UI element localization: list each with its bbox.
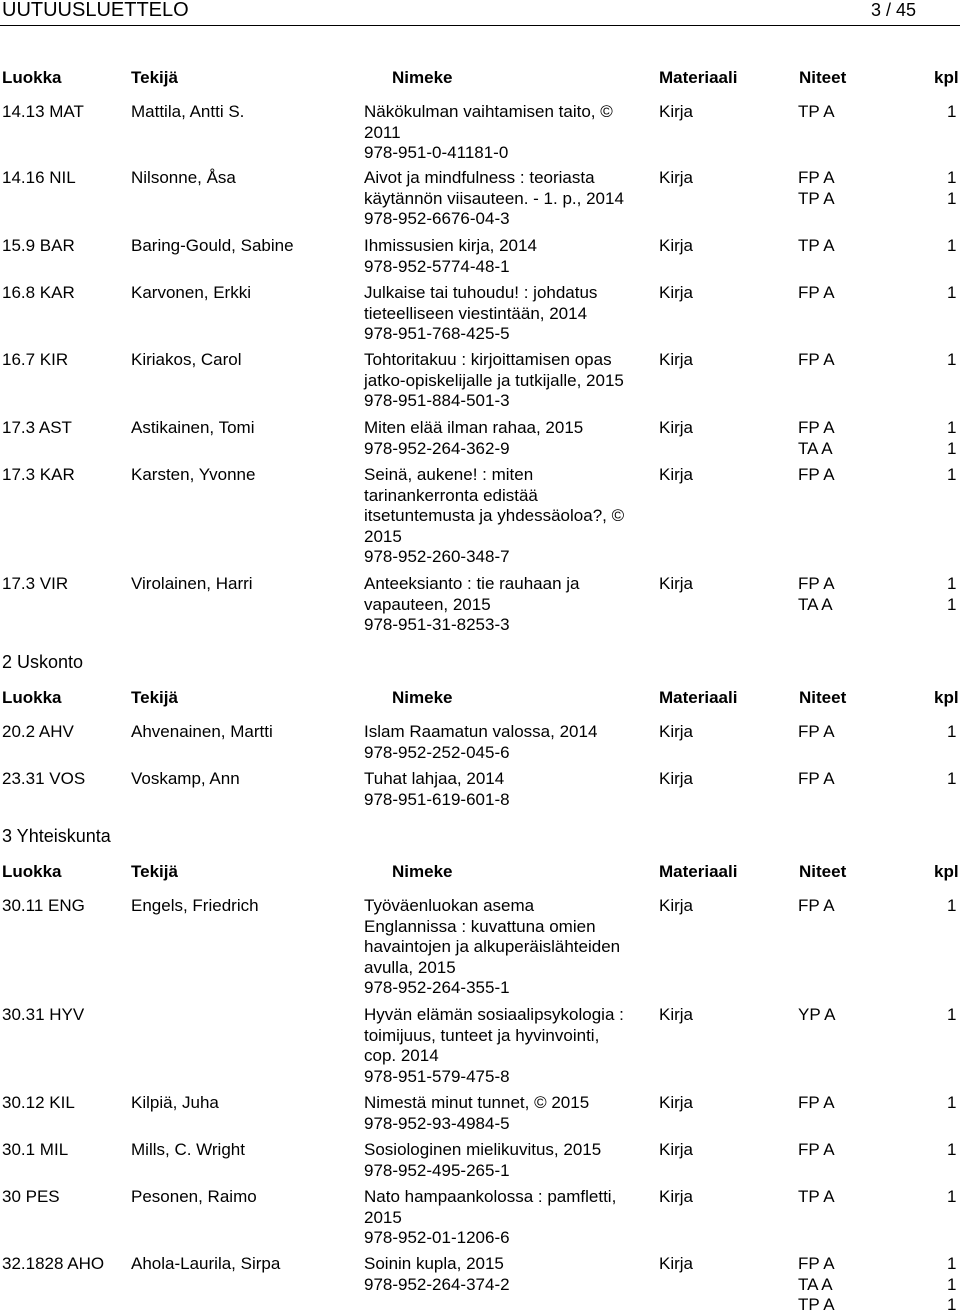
material: Kirja: [659, 168, 694, 187]
title-line: havaintojen ja alkuperäislähteiden: [364, 937, 621, 956]
count-value: 1: [947, 594, 957, 614]
copies-location: [798, 769, 835, 790]
copy-count: [947, 1005, 956, 1026]
author: Ahola-Laurila, Sirpa: [131, 1254, 281, 1273]
author: Karsten, Yvonne: [131, 465, 256, 484]
count-value: 1: [947, 1295, 957, 1314]
column-header-materiaali: Materiaali: [659, 688, 738, 707]
title-line: Aivot ja mindfulness : teoriasta: [364, 168, 595, 187]
location-code: TP A: [798, 236, 835, 255]
call-number: 30.11 ENG: [2, 896, 85, 915]
document-title: UUTUUSLUETTELO: [2, 0, 189, 21]
column-header-kpl: kpl: [934, 688, 959, 707]
title-line: 978-951-0-41181-0: [364, 143, 509, 162]
copies-location: [798, 574, 835, 615]
title-cell: [364, 896, 654, 999]
title-line: 978-951-579-475-8: [364, 1066, 510, 1086]
material: Kirja: [659, 769, 694, 788]
copy-count: [947, 1093, 956, 1114]
location-code: FP A: [798, 350, 835, 369]
author: Kiriakos, Carol: [131, 350, 242, 369]
call-number: 20.2 AHV: [2, 722, 74, 741]
title-line: Työväenluokan asema: [364, 896, 535, 915]
title-line: Sosiologinen mielikuvitus, 2015: [364, 1140, 602, 1159]
title-line: Nato hampaankolossa : pamfletti,: [364, 1187, 617, 1206]
copy-count: [947, 236, 956, 257]
title-line: 2015: [364, 526, 402, 546]
title-line: 2011: [364, 122, 401, 142]
title-line: Anteeksianto : tie rauhaan ja: [364, 574, 580, 593]
count-value: 1: [947, 168, 957, 187]
count-value: 1: [947, 236, 957, 255]
material: Kirja: [659, 350, 694, 369]
title-cell: [364, 236, 654, 277]
title-line: Julkaise tai tuhoudu! : johdatus: [364, 283, 598, 302]
title-line: 978-952-93-4984-5: [364, 1113, 510, 1133]
location-code: FP A: [798, 896, 835, 915]
title-cell: [364, 465, 654, 568]
material: Kirja: [659, 896, 694, 915]
location-code: TA A: [798, 594, 833, 614]
title-cell: [364, 1140, 654, 1181]
column-header-nimeke: Nimeke: [392, 862, 453, 881]
count-value: 1: [947, 438, 957, 458]
column-header-niteet: Niteet: [799, 688, 847, 707]
copy-count: [947, 1187, 956, 1208]
title-line: 978-951-884-501-3: [364, 391, 510, 410]
section-title: 3 Yhteiskunta: [2, 826, 111, 846]
location-code: TP A: [798, 1187, 835, 1206]
title-line: vapauteen, 2015: [364, 594, 491, 614]
title-line: cop. 2014: [364, 1046, 439, 1065]
material: Kirja: [659, 236, 694, 255]
call-number: 30 PES: [2, 1187, 60, 1206]
title-cell: [364, 1187, 654, 1249]
title-line: 978-952-264-362-9: [364, 438, 510, 458]
call-number: 23.31 VOS: [2, 769, 86, 788]
column-header-tekija: Tekijä: [131, 862, 178, 881]
title-cell: [364, 1254, 654, 1295]
title-line: tarinankerronta edistää: [364, 485, 538, 505]
title-cell: [364, 283, 654, 345]
title-line: Islam Raamatun valossa, 2014: [364, 722, 598, 741]
column-header-tekija: Tekijä: [131, 688, 178, 707]
title-line: 978-952-260-348-7: [364, 547, 510, 566]
copy-count: [947, 722, 956, 743]
count-value: 1: [947, 574, 957, 593]
title-line: 978-952-495-265-1: [364, 1160, 510, 1180]
location-code: FP A: [798, 465, 835, 484]
count-value: 1: [947, 1140, 957, 1159]
call-number: 17.3 VIR: [2, 574, 69, 593]
author: Mills, C. Wright: [131, 1140, 245, 1159]
title-line: 978-952-252-045-6: [364, 742, 510, 762]
column-header-nimeke: Nimeke: [392, 688, 453, 707]
location-code: FP A: [798, 283, 835, 302]
copies-location: [798, 283, 835, 304]
section-title: 2 Uskonto: [2, 652, 84, 672]
copies-location: [798, 465, 835, 486]
location-code: FP A: [798, 1093, 835, 1112]
title-line: Miten elää ilman rahaa, 2015: [364, 418, 584, 437]
material: Kirja: [659, 418, 694, 437]
location-code: FP A: [798, 168, 835, 187]
count-value: 1: [947, 896, 957, 915]
column-header-niteet: Niteet: [799, 862, 847, 881]
count-value: 1: [947, 465, 957, 484]
count-value: 1: [947, 769, 957, 788]
call-number: 30.1 MIL: [2, 1140, 69, 1159]
author: Kilpiä, Juha: [131, 1093, 219, 1112]
copies-location: [798, 102, 835, 123]
author: Astikainen, Tomi: [131, 418, 255, 437]
column-header-luokka: Luokka: [2, 68, 62, 87]
location-code: YP A: [798, 1005, 836, 1024]
location-code: TP A: [798, 102, 835, 121]
count-value: 1: [947, 102, 957, 121]
copy-count: [947, 418, 956, 459]
title-line: 978-952-5774-48-1: [364, 256, 510, 276]
title-line: Tuhat lahjaa, 2014: [364, 769, 505, 788]
title-line: itsetuntemusta ja yhdessäoloa?, ©: [364, 506, 625, 525]
material: Kirja: [659, 1187, 694, 1206]
column-header-luokka: Luokka: [2, 862, 62, 881]
material: Kirja: [659, 722, 694, 741]
author: Voskamp, Ann: [131, 769, 240, 788]
count-value: 1: [947, 350, 957, 369]
location-code: TA A: [798, 438, 833, 458]
copies-location: [798, 418, 835, 459]
copies-location: [798, 236, 835, 257]
copy-count: [947, 465, 956, 486]
column-header-materiaali: Materiaali: [659, 68, 738, 87]
title-line: jatko-opiskelijalle ja tutkijalle, 2015: [364, 370, 624, 390]
count-value: 1: [947, 722, 957, 741]
author: Karvonen, Erkki: [131, 283, 251, 302]
page-number: 3 / 45: [870, 0, 916, 20]
location-code: FP A: [798, 574, 835, 593]
title-line: Näkökulman vaihtamisen taito, ©: [364, 102, 613, 121]
title-line: avulla, 2015: [364, 957, 456, 977]
call-number: 14.16 NIL: [2, 168, 76, 187]
title-line: 978-951-768-425-5: [364, 324, 510, 343]
call-number: 17.3 KAR: [2, 465, 75, 484]
column-header-kpl: kpl: [934, 68, 959, 87]
material: Kirja: [659, 1254, 694, 1273]
title-line: Tohtoritakuu : kirjoittamisen opas: [364, 350, 612, 369]
copies-location: [798, 1140, 835, 1161]
location-code: FP A: [798, 418, 835, 437]
location-code: FP A: [798, 1140, 835, 1159]
material: Kirja: [659, 1005, 694, 1024]
copy-count: [947, 1254, 956, 1316]
title-line: Nimestä minut tunnet, © 2015: [364, 1093, 590, 1112]
copy-count: [947, 1140, 956, 1161]
title-cell: [364, 1005, 654, 1087]
location-code: TA A: [798, 1274, 833, 1294]
title-line: toimijuus, tunteet ja hyvinvointi,: [364, 1025, 600, 1045]
title-line: Soinin kupla, 2015: [364, 1254, 504, 1273]
copies-location: [798, 1187, 835, 1208]
count-value: 1: [947, 1254, 957, 1273]
copy-count: [947, 574, 956, 615]
title-line: 2015: [364, 1207, 402, 1227]
count-value: 1: [947, 1093, 957, 1112]
title-line: Englannissa : kuvattuna omien: [364, 916, 596, 936]
title-cell: [364, 350, 654, 412]
title-line: 978-952-01-1206-6: [364, 1228, 510, 1247]
title-cell: [364, 769, 654, 810]
call-number: 16.8 KAR: [2, 283, 75, 302]
column-header-kpl: kpl: [934, 862, 959, 881]
count-value: 1: [947, 418, 957, 437]
title-cell: [364, 722, 654, 763]
title-line: 978-951-31-8253-3: [364, 615, 510, 634]
copies-location: [798, 168, 835, 209]
title-line: 978-952-264-355-1: [364, 978, 510, 997]
material: Kirja: [659, 102, 694, 121]
copy-count: [947, 283, 956, 304]
count-value: 1: [947, 1005, 957, 1024]
title-line: tieteelliseen viestintään, 2014: [364, 303, 588, 323]
count-value: 1: [947, 1274, 957, 1294]
call-number: 14.13 MAT: [2, 102, 84, 121]
call-number: 16.7 KIR: [2, 350, 69, 369]
material: Kirja: [659, 283, 694, 302]
column-header-nimeke: Nimeke: [392, 68, 453, 87]
material: Kirja: [659, 574, 694, 593]
location-code: TP A: [798, 188, 835, 208]
title-cell: [364, 574, 654, 636]
call-number: 32.1828 AHO: [2, 1254, 105, 1273]
author: Nilsonne, Åsa: [131, 168, 236, 187]
title-line: 978-952-264-374-2: [364, 1274, 510, 1294]
title-cell: [364, 418, 654, 459]
copies-location: [798, 896, 835, 917]
call-number: 30.31 HYV: [2, 1005, 85, 1024]
material: Kirja: [659, 465, 694, 484]
location-code: FP A: [798, 722, 835, 741]
call-number: 15.9 BAR: [2, 236, 75, 255]
copies-location: [798, 1254, 835, 1316]
title-line: Ihmissusien kirja, 2014: [364, 236, 537, 255]
author: Virolainen, Harri: [131, 574, 253, 593]
copy-count: [947, 769, 956, 790]
title-line: käytännön viisauteen. - 1. p., 2014: [364, 188, 624, 208]
title-line: Seinä, aukene! : miten: [364, 465, 534, 484]
copy-count: [947, 168, 956, 209]
title-line: Hyvän elämän sosiaalipsykologia :: [364, 1005, 624, 1024]
count-value: 1: [947, 283, 957, 302]
material: Kirja: [659, 1093, 694, 1112]
copies-location: [798, 722, 835, 743]
location-code: FP A: [798, 1254, 835, 1273]
copies-location: [798, 350, 835, 371]
author: Baring-Gould, Sabine: [131, 236, 294, 255]
author: Pesonen, Raimo: [131, 1187, 257, 1206]
count-value: 1: [947, 1187, 957, 1206]
copy-count: [947, 896, 956, 917]
author: Mattila, Antti S.: [131, 102, 245, 121]
column-header-tekija: Tekijä: [131, 68, 178, 87]
column-header-niteet: Niteet: [799, 68, 847, 87]
location-code: TP A: [798, 1295, 835, 1314]
count-value: 1: [947, 188, 957, 208]
header-divider: [0, 25, 960, 26]
copies-location: [798, 1005, 836, 1026]
column-header-luokka: Luokka: [2, 688, 62, 707]
call-number: 30.12 KIL: [2, 1093, 75, 1112]
author: Ahvenainen, Martti: [131, 722, 273, 741]
copy-count: [947, 350, 956, 371]
copy-count: [947, 102, 956, 123]
title-cell: [364, 102, 654, 164]
title-line: 978-951-619-601-8: [364, 789, 510, 809]
location-code: FP A: [798, 769, 835, 788]
title-cell: [364, 168, 654, 230]
author: Engels, Friedrich: [131, 896, 259, 915]
call-number: 17.3 AST: [2, 418, 72, 437]
copies-location: [798, 1093, 835, 1114]
title-cell: [364, 1093, 654, 1134]
material: Kirja: [659, 1140, 694, 1159]
title-line: 978-952-6676-04-3: [364, 209, 510, 228]
column-header-materiaali: Materiaali: [659, 862, 738, 881]
